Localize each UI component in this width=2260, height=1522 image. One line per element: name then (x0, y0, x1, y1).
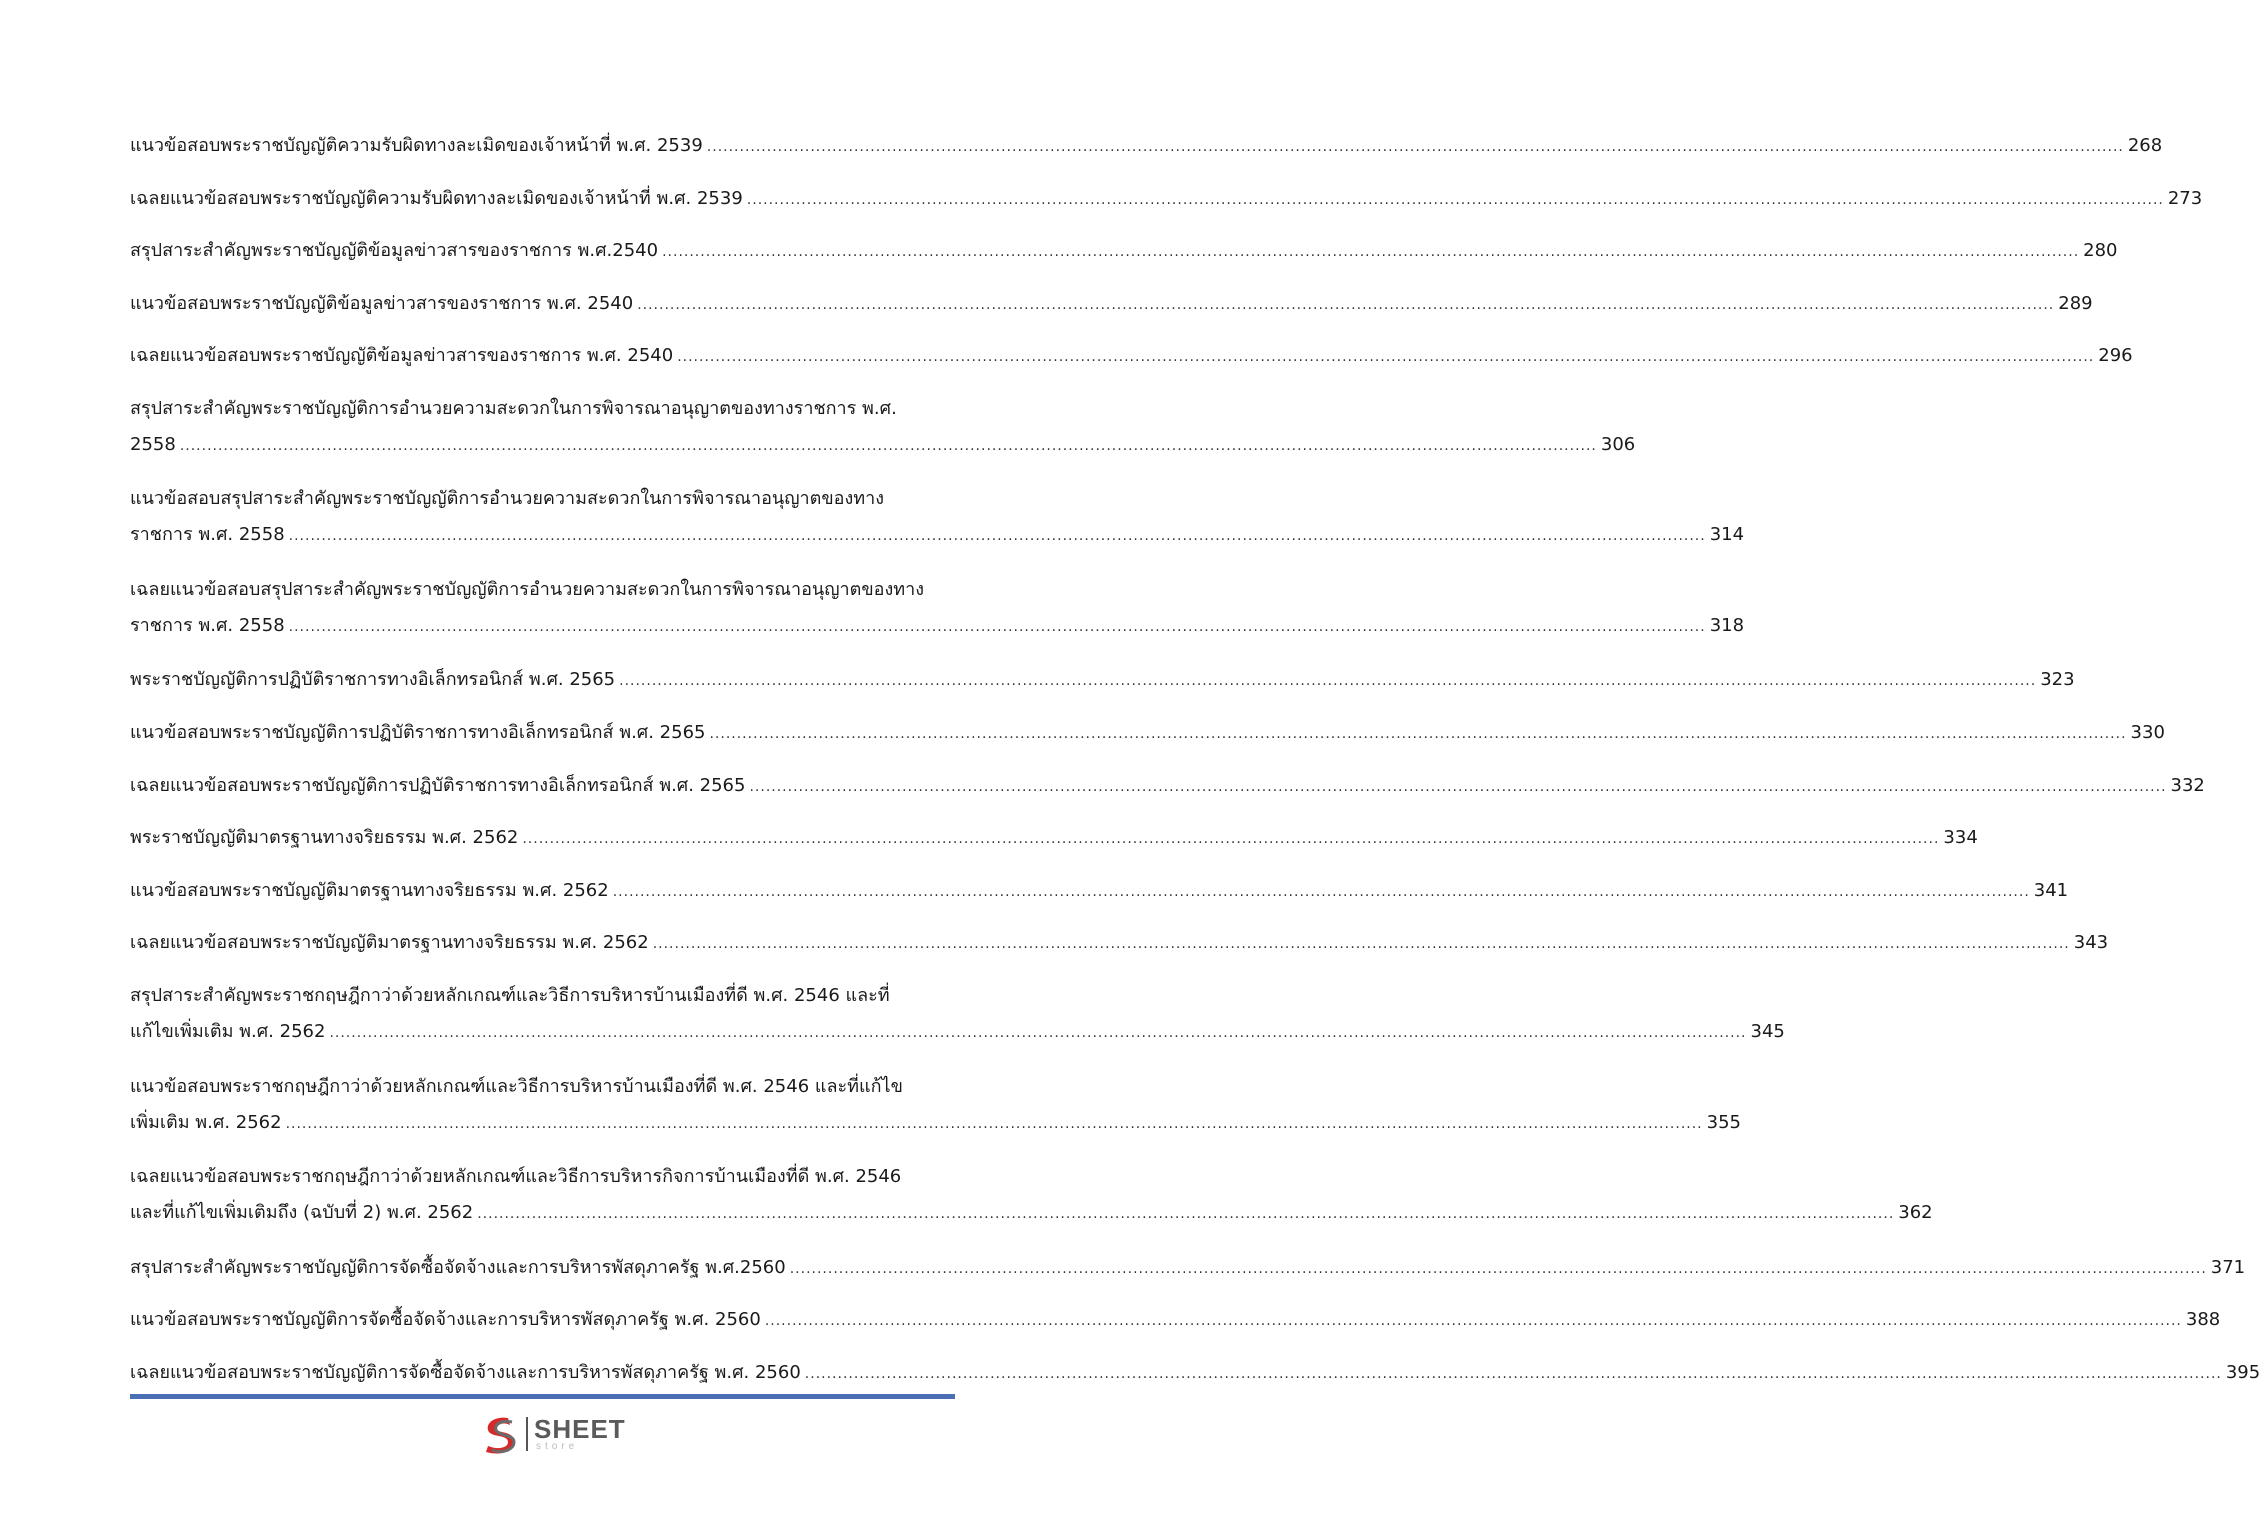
table-of-contents (130, 128, 2260, 1407)
sheet-store-logo (478, 1412, 626, 1456)
toc-page-number: 395 (2225, 1361, 2260, 1383)
toc-dot-leader: .................................................................................................................................................................................................................................................................... (706, 139, 2124, 155)
toc-entry (130, 1302, 2221, 1355)
toc-entry-title: แนวข้อสอบพระราชบัญญัติความรับผิดทางละเมิดของเจ้าหน้าที่ พ.ศ. 2539 (130, 135, 703, 156)
toc-dot-leader: .................................................................................................................................................................................................................................................................... (677, 349, 2095, 366)
toc-entry-title: และที่แก้ไขเพิ่มเติมถึง (ฉบับที่ 2) พ.ศ. 2562 (130, 1202, 474, 1224)
toc-page-number: 268 (2127, 135, 2163, 156)
toc-dot-leader: .................................................................................................................................................................................................................................................................... (709, 726, 2127, 743)
toc-dot-leader: .................................................................................................................................................................................................................................................................... (288, 528, 1706, 545)
toc-page-number: 334 (1943, 827, 1978, 849)
toc-page-number: 371 (2210, 1256, 2246, 1278)
toc-entry-title: เพิ่มเติม พ.ศ. 2562 (130, 1111, 282, 1133)
toc-page-number: 318 (1709, 614, 1745, 636)
toc-entry-title: เฉลยแนวข้อสอบพระราชบัญญัติความรับผิดทางละเมิดของเจ้าหน้าที่ พ.ศ. 2539 (130, 187, 743, 209)
toc-entry-title-line: แนวข้อสอบพระราชกฤษฎีกาว่าด้วยหลักเกณฑ์และวิธีการบริหารบ้านเมืองที่ดี พ.ศ. 2546 และที่แก้ไข (130, 1075, 903, 1097)
toc-entry-title: ราชการ พ.ศ. 2558 (130, 524, 285, 546)
toc-entry (130, 233, 2118, 286)
toc-entry-title-line: เฉลยแนวข้อสอบพระราชกฤษฎีกาว่าด้วยหลักเกณฑ์และวิธีการบริหารกิจการบ้านเมืองที่ดี พ.ศ. 2546 (130, 1166, 902, 1188)
toc-page-number: 345 (1750, 1021, 1785, 1043)
toc-entry-title: เฉลยแนวข้อสอบพระราชบัญญัติการปฏิบัติราชการทางอิเล็กทรอนิกส์ พ.ศ. 2565 (130, 774, 746, 796)
toc-dot-leader: .................................................................................................................................................................................................................................................................... (329, 1025, 1747, 1042)
toc-entry-title: แนวข้อสอบพระราชบัญญัติข้อมูลข่าวสารของราชการ พ.ศ. 2540 (130, 292, 634, 314)
toc-dot-leader: .................................................................................................................................................................................................................................................................... (746, 191, 2164, 208)
toc-entry (130, 1159, 1933, 1250)
toc-entry (130, 572, 1745, 663)
toc-entry-title: สรุปสาระสำคัญพระราชบัญญัติข้อมูลข่าวสารของราชการ พ.ศ.2540 (130, 240, 659, 262)
toc-dot-leader: .................................................................................................................................................................................................................................................................... (179, 437, 1597, 454)
toc-entry-title: เฉลยแนวข้อสอบพระราชบัญญัติมาตรฐานทางจริยธรรม พ.ศ. 2562 (130, 932, 649, 954)
toc-entry (130, 1355, 2260, 1408)
toc-entry (130, 768, 2205, 821)
toc-entry (130, 820, 1978, 873)
toc-entry (130, 481, 1745, 572)
toc-entry-title-line: สรุปสาระสำคัญพระราชกฤษฎีกาว่าด้วยหลักเกณฑ์และวิธีการบริหารบ้านเมืองที่ดี พ.ศ. 2546 และที่ (130, 985, 890, 1007)
toc-entry (130, 715, 2165, 768)
toc-page-number: 296 (2098, 345, 2133, 367)
toc-entry (130, 1250, 2246, 1303)
toc-dot-leader: .................................................................................................................................................................................................................................................................... (288, 618, 1706, 635)
toc-entry-title: แนวข้อสอบพระราชบัญญัติมาตรฐานทางจริยธรรม พ.ศ. 2562 (130, 879, 609, 901)
toc-entry (130, 128, 2163, 181)
toc-entry-title: พระราชบัญญัติมาตรฐานทางจริยธรรม พ.ศ. 2562 (130, 827, 519, 849)
toc-page-number: 343 (2073, 932, 2109, 954)
toc-page-number: 306 (1600, 433, 1636, 455)
toc-entry (130, 181, 2203, 234)
toc-dot-leader: .................................................................................................................................................................................................................................................................... (285, 1115, 1703, 1132)
toc-dot-leader: .................................................................................................................................................................................................................................................................... (789, 1260, 2207, 1277)
toc-entry (130, 873, 2069, 926)
logo-separator (526, 1417, 528, 1451)
toc-entry-title-line: แนวข้อสอบสรุปสาระสำคัญพระราชบัญญัติการอำนวยความสะดวกในการพิจารณาอนุญาตของทาง (130, 488, 885, 510)
toc-dot-leader: .................................................................................................................................................................................................................................................................... (652, 936, 2070, 953)
toc-entry (130, 391, 1636, 482)
logo-wordmark: SHEET (534, 1414, 626, 1444)
sheet-store-mark-icon (478, 1412, 522, 1456)
toc-page-number: 280 (2083, 240, 2118, 262)
toc-page-number: 273 (2167, 187, 2203, 209)
toc-page-number: 314 (1709, 524, 1745, 546)
toc-dot-leader: .................................................................................................................................................................................................................................................................... (619, 673, 2037, 690)
toc-entry (130, 978, 1785, 1069)
toc-page-number: 289 (2058, 292, 2093, 314)
toc-entry (130, 662, 2075, 715)
logo-subtext: store (536, 1441, 579, 1452)
toc-entry-title: แนวข้อสอบพระราชบัญญัติการจัดซื้อจัดจ้างและการบริหารพัสดุภาครัฐ พ.ศ. 2560 (130, 1309, 761, 1331)
toc-dot-leader: .................................................................................................................................................................................................................................................................... (662, 244, 2080, 261)
toc-entry-title: สรุปสาระสำคัญพระราชบัญญัติการจัดซื้อจัดจ้างและการบริหารพัสดุภาครัฐ พ.ศ.2560 (130, 1256, 786, 1278)
toc-page-number: 341 (2033, 879, 2069, 901)
toc-dot-leader: .................................................................................................................................................................................................................................................................... (612, 883, 2030, 900)
toc-entry-title: แก้ไขเพิ่มเติม พ.ศ. 2562 (130, 1021, 326, 1043)
toc-entry-title-line: สรุปสาระสำคัญพระราชบัญญัติการอำนวยความสะดวกในการพิจารณาอนุญาตของทางราชการ พ.ศ. (130, 397, 897, 419)
toc-dot-leader: .................................................................................................................................................................................................................................................................... (764, 1313, 2182, 1330)
toc-dot-leader: .................................................................................................................................................................................................................................................................... (637, 296, 2055, 313)
toc-entry-title: เฉลยแนวข้อสอบพระราชบัญญัติการจัดซื้อจัดจ้างและการบริหารพัสดุภาครัฐ พ.ศ. 2560 (130, 1361, 801, 1383)
footer-rule (130, 1394, 955, 1399)
toc-entry-title: 2558 (130, 433, 176, 455)
toc-entry (130, 1069, 1741, 1160)
toc-dot-leader: .................................................................................................................................................................................................................................................................... (749, 778, 2167, 795)
toc-page-number: 362 (1898, 1202, 1933, 1224)
toc-entry (130, 925, 2109, 978)
toc-dot-leader: .................................................................................................................................................................................................................................................................... (477, 1206, 1895, 1223)
toc-page-number: 330 (2130, 722, 2165, 744)
toc-entry-title: พระราชบัญญัติการปฏิบัติราชการทางอิเล็กทรอนิกส์ พ.ศ. 2565 (130, 669, 616, 691)
toc-dot-leader: .................................................................................................................................................................................................................................................................... (804, 1365, 2222, 1382)
toc-page-number: 388 (2185, 1309, 2221, 1331)
toc-entry-title: ราชการ พ.ศ. 2558 (130, 614, 285, 636)
toc-page-number: 323 (2040, 669, 2075, 691)
toc-page-number: 332 (2170, 774, 2205, 796)
toc-entry-title: เฉลยแนวข้อสอบพระราชบัญญัติข้อมูลข่าวสารของราชการ พ.ศ. 2540 (130, 345, 674, 367)
toc-dot-leader: .................................................................................................................................................................................................................................................................... (522, 831, 1940, 848)
toc-entry (130, 338, 2133, 391)
toc-entry-title-line: เฉลยแนวข้อสอบสรุปสาระสำคัญพระราชบัญญัติการอำนวยความสะดวกในการพิจารณาอนุญาตของทาง (130, 578, 925, 600)
toc-entry-title: แนวข้อสอบพระราชบัญญัติการปฏิบัติราชการทางอิเล็กทรอนิกส์ พ.ศ. 2565 (130, 722, 706, 744)
toc-page-number: 355 (1706, 1111, 1741, 1133)
toc-entry (130, 286, 2093, 339)
